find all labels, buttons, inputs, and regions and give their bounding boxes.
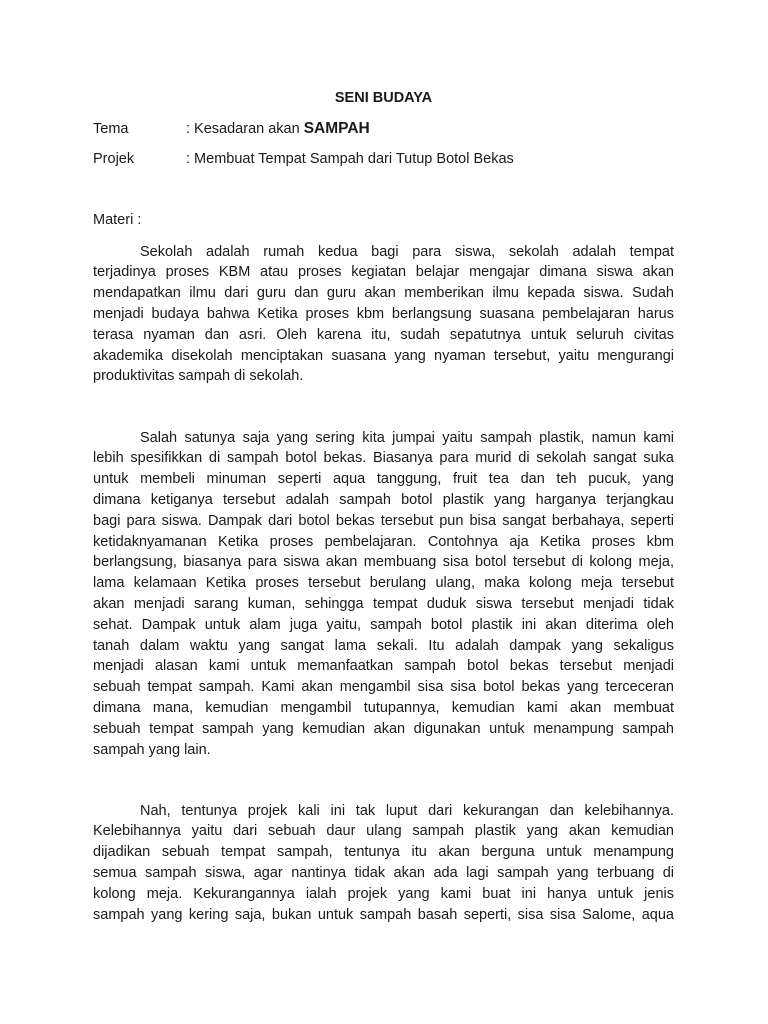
paragraph-line: akan menjadi sarang kuman, sehingga tempat duduk siswa tersebut menjadi tidak [93,595,674,612]
paragraph [93,801,674,926]
paragraph-line: Kelebihannya yaitu dari sebuah daur ulang sampah plastik yang akan kemudian [93,823,674,840]
paragraph-line: kolong meja. Kekurangannya ialah projek yang kami buat ini hanya untuk jenis [93,885,674,902]
paragraph-line: sampah yang kering saja, bukan untuk sampah basah seperti, sisa sisa Salome, aqua [93,906,674,923]
paragraph-line: ketidaknyamanan Ketika proses pembelajaran. Contohnya aja Ketika proses kbm [93,533,674,550]
paragraph-line: produktivitas sampah di sekolah. [93,368,304,385]
paragraph-line: Sekolah adalah rumah kedua bagi para siswa, sekolah adalah tempat [140,243,674,260]
paragraph-line: menjadi budaya bahwa Ketika proses kbm berlangsung suasana pembelajaran harus [93,305,674,322]
paragraph-line: dijadikan sebuah tempat sampah, tentunya itu akan berguna untuk menampung [93,844,674,861]
materi-heading: Materi : [93,211,142,228]
paragraph-line: terjadinya proses KBM atau proses kegiatan belajar mengajar dimana siswa akan [93,264,674,281]
paragraph [93,242,674,388]
paragraph-line: tanah dalam waktu yang sangat lama sekali. Itu adalah dampak yang sekaligus [93,637,674,654]
tema-row [93,119,674,140]
tema-value-text: : Kesadaran akan [186,120,300,137]
paragraph-line: sebuah tempat sampah. Kami akan mengambil sisa sisa botol bekas yang terceceran [93,679,674,696]
tema-value [186,119,370,140]
paragraph-line: terasa nyaman dan asri. Oleh karena itu, sudah sepatutnya untuk seluruh civitas [93,326,674,343]
paragraph [93,428,674,761]
projek-value: : Membuat Tempat Sampah dari Tutup Botol Bekas [186,150,514,167]
paragraph-line: Salah satunya saja yang sering kita jumpai yaitu sampah plastik, namun kami [140,429,674,446]
projek-row [93,149,674,170]
paragraph-line: lama kelamaan Ketika proses tersebut berulang ulang, maka kolong meja tersebut [93,575,674,592]
paragraph-line: dimana mana, kemudian mengambil tutupannya, kemudian kami akan membuat [93,699,674,716]
paragraph-line: sebuah tempat sampah yang kemudian akan digunakan untuk menampung sampah [93,720,674,737]
paragraph-line: menjadi alasan kami untuk memanfaatkan sampah botol bekas tersebut menjadi [93,658,674,675]
paragraph-line: sampah yang lain. [93,741,211,758]
paragraph-line: lebih spesifikkan di sampah botol bekas. Biasanya para murid di sekolah sangat suka [93,450,674,467]
paragraph-line: sehat. Dampak untuk alam juga yaitu, sampah botol plastik ini akan diterima oleh [93,616,674,633]
paragraph-line: akademika disekolah menciptakan suasana yang nyaman tersebut, yaitu mengurangi [93,347,674,364]
tema-label: Tema [93,120,129,137]
paragraph-line: bagi para siswa. Dampak dari botol bekas tersebut pun bisa sangat berbahaya, seperti [93,512,674,529]
paragraph-line: untuk membeli minuman seperti aqua tanggung, fruit tea dan teh pucuk, yang [93,471,674,488]
paragraph-line: semua sampah siswa, agar nantinya tidak akan ada lagi sampah yang terbuang di [93,864,674,881]
paragraph-line: berlangsung, biasanya para siswa akan membuang sisa botol tersebut di kolong meja, [93,554,674,571]
projek-label: Projek [93,150,135,167]
tema-emphasis: SAMPAH [303,119,370,137]
document-title: SENI BUDAYA [334,89,433,106]
paragraph-line: mendapatkan ilmu dari guru dan guru akan memberikan ilmu kepada siswa. Sudah [93,285,674,302]
paragraph-line: Nah, tentunya projek kali ini tak luput dari kekurangan dan kelebihannya. [140,802,674,819]
paragraph-line: dimana ketiganya tersebut adalah sampah botol plastik yang harganya terjangkau [93,491,674,508]
